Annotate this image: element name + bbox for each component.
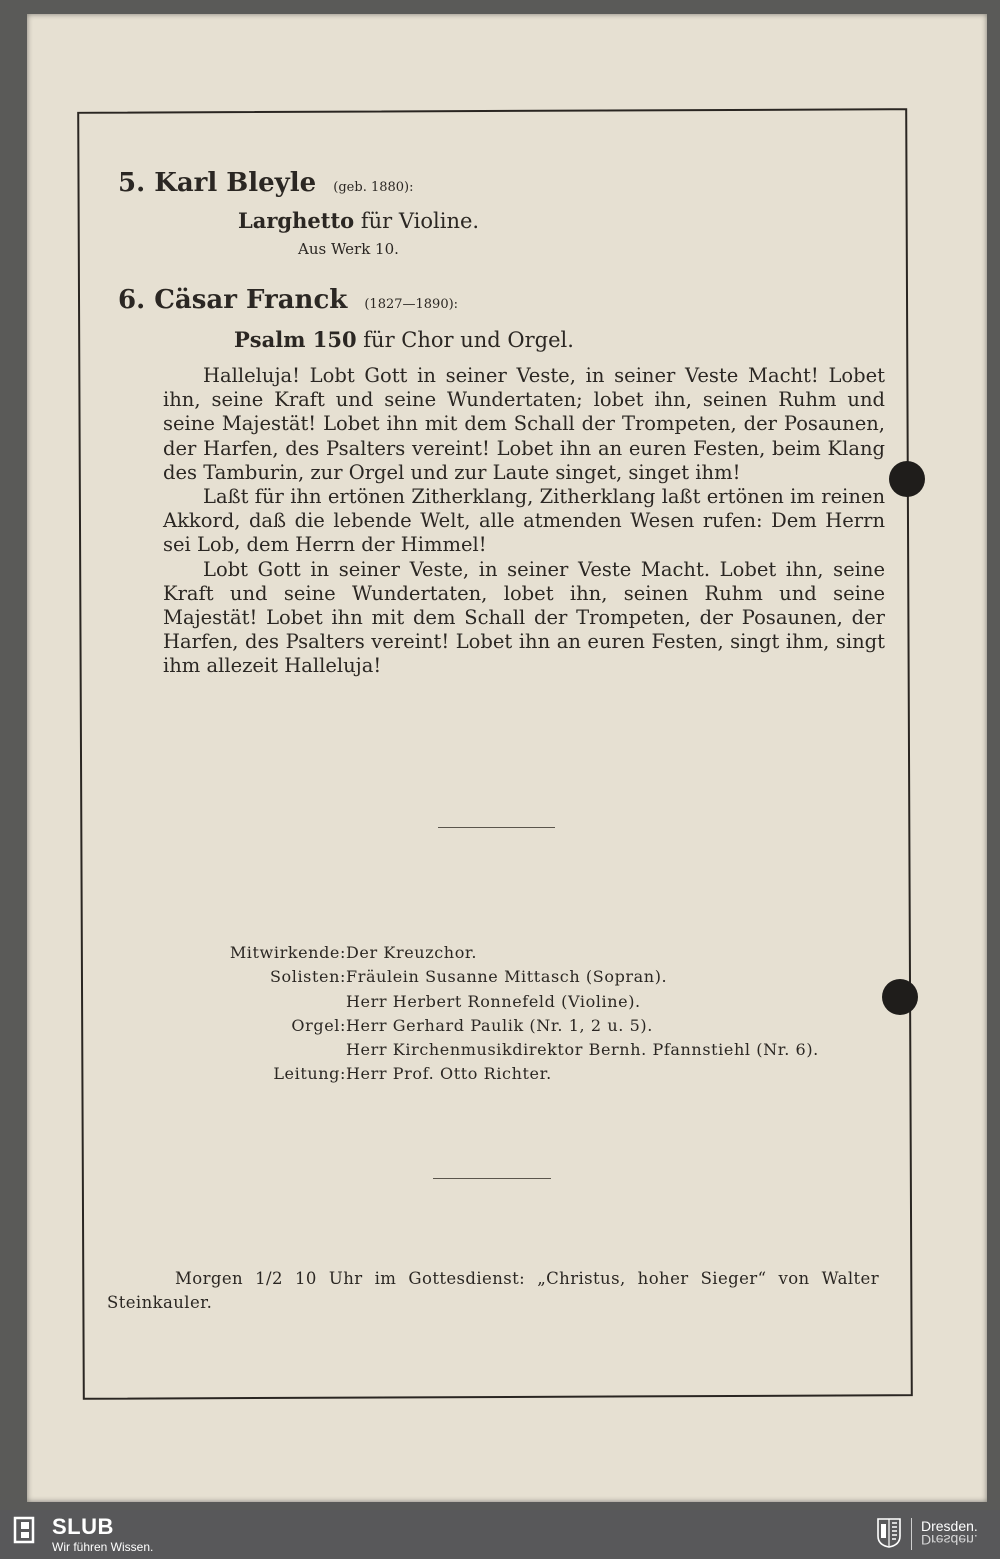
credit-value: Herr Gerhard Paulik (Nr. 1, 2 u. 5). bbox=[346, 1015, 653, 1035]
dresden-logo-text: Dresden. bbox=[921, 1518, 978, 1534]
credit-label bbox=[205, 1038, 346, 1062]
announcement-text: Morgen 1/2 10 Uhr im Gottesdienst: „Christus, hoher Sieger“ von Walter Steinkauler. bbox=[107, 1269, 879, 1312]
psalm-lyrics bbox=[163, 364, 885, 679]
item5-number: 5. bbox=[118, 168, 146, 198]
credit-label bbox=[205, 990, 346, 1014]
credit-value: Herr Herbert Ronnefeld (Violine). bbox=[346, 991, 641, 1011]
credit-row bbox=[205, 1014, 819, 1038]
credit-label: Solisten: bbox=[269, 967, 346, 987]
credit-value: Herr Kirchenmusikdirektor Bernh. Pfannstiehl (Nr. 6). bbox=[346, 1040, 819, 1060]
item6-heading bbox=[118, 285, 458, 315]
item5-composer: Karl Bleyle bbox=[154, 168, 317, 198]
footer-separator bbox=[911, 1518, 912, 1550]
divider bbox=[433, 1178, 551, 1179]
item6-number: 6. bbox=[118, 285, 146, 315]
announcement bbox=[107, 1267, 879, 1315]
item5-piece-rest: für Violine. bbox=[360, 209, 480, 233]
credit-row bbox=[205, 1038, 819, 1062]
credit-value: Herr Prof. Otto Richter. bbox=[346, 1064, 552, 1084]
punch-hole bbox=[882, 979, 918, 1015]
credit-label: Orgel: bbox=[291, 1015, 346, 1035]
punch-hole bbox=[889, 461, 925, 497]
item6-dates: (1827—1890): bbox=[364, 297, 459, 312]
item5-piece bbox=[238, 208, 479, 233]
divider bbox=[438, 827, 555, 828]
credit-value: Der Kreuzchor. bbox=[346, 943, 478, 962]
lyrics-paragraph: Lobt Gott in seiner Veste, in seiner Veste Macht. Lobet ihn, seine Kraft und seine Wundertaten, lobet ihn, seinen Ruhm und seine Majestät! Lobet ihn mit dem Schall der Trompeten, der Posaunen, der Harfen, des Psalters vereint! Lobet ihn an euren Festen, singt ihm, singt ihm allezeit Halleluja! bbox=[163, 557, 885, 678]
dresden-logo-reflection: Dresden. bbox=[921, 1532, 978, 1548]
lyrics-paragraph: Halleluja! Lobt Gott in seiner Veste, in seiner Veste Macht! Lobet ihn, seine Kraft und seine Wundertaten; lobet ihn, seinen Ruhm und seine Majestät! Lobet ihn mit dem Schall der Trompeten, der Posaunen, der Harfen, des Psalters vereint! Lobet ihn an euren Festen, beim Klang des Tamburin, zur Orgel und zur Laute singet, singet ihm! bbox=[163, 364, 885, 484]
library-slogan: Wir führen Wissen. bbox=[52, 1540, 154, 1554]
item6-composer: Cäsar Franck bbox=[154, 285, 348, 315]
dresden-crest-icon bbox=[877, 1518, 901, 1548]
item5-dates: (geb. 1880): bbox=[333, 180, 414, 195]
credit-label: Leitung: bbox=[273, 1064, 346, 1084]
credit-row bbox=[205, 990, 819, 1014]
credit-row bbox=[205, 965, 819, 989]
item5-source: Aus Werk 10. bbox=[298, 240, 399, 258]
performers-list bbox=[205, 941, 819, 1087]
lyrics-paragraph: Laßt für ihn ertönen Zitherklang, Zitherklang laßt ertönen im reinen Akkord, daß die lebende Welt, alle atmenden Wesen rufen: Dem Herrn sei Lob, dem Herrn der Himmel! bbox=[163, 485, 885, 557]
dresden-logo[interactable] bbox=[921, 1519, 978, 1547]
item6-piece bbox=[234, 327, 574, 352]
credit-row bbox=[205, 941, 819, 965]
item5-heading bbox=[118, 168, 414, 198]
slub-logo-icon bbox=[12, 1516, 38, 1544]
credit-label: Mitwirkende: bbox=[229, 943, 346, 962]
library-footer bbox=[0, 1510, 1000, 1559]
item6-piece-title: Psalm 150 bbox=[234, 327, 357, 352]
item6-piece-rest: für Chor und Orgel. bbox=[363, 328, 574, 352]
credit-row bbox=[205, 1062, 819, 1086]
item5-piece-title: Larghetto bbox=[238, 208, 355, 233]
library-name[interactable]: SLUB bbox=[52, 1514, 114, 1539]
credit-value: Fräulein Susanne Mittasch (Sopran). bbox=[346, 967, 668, 987]
